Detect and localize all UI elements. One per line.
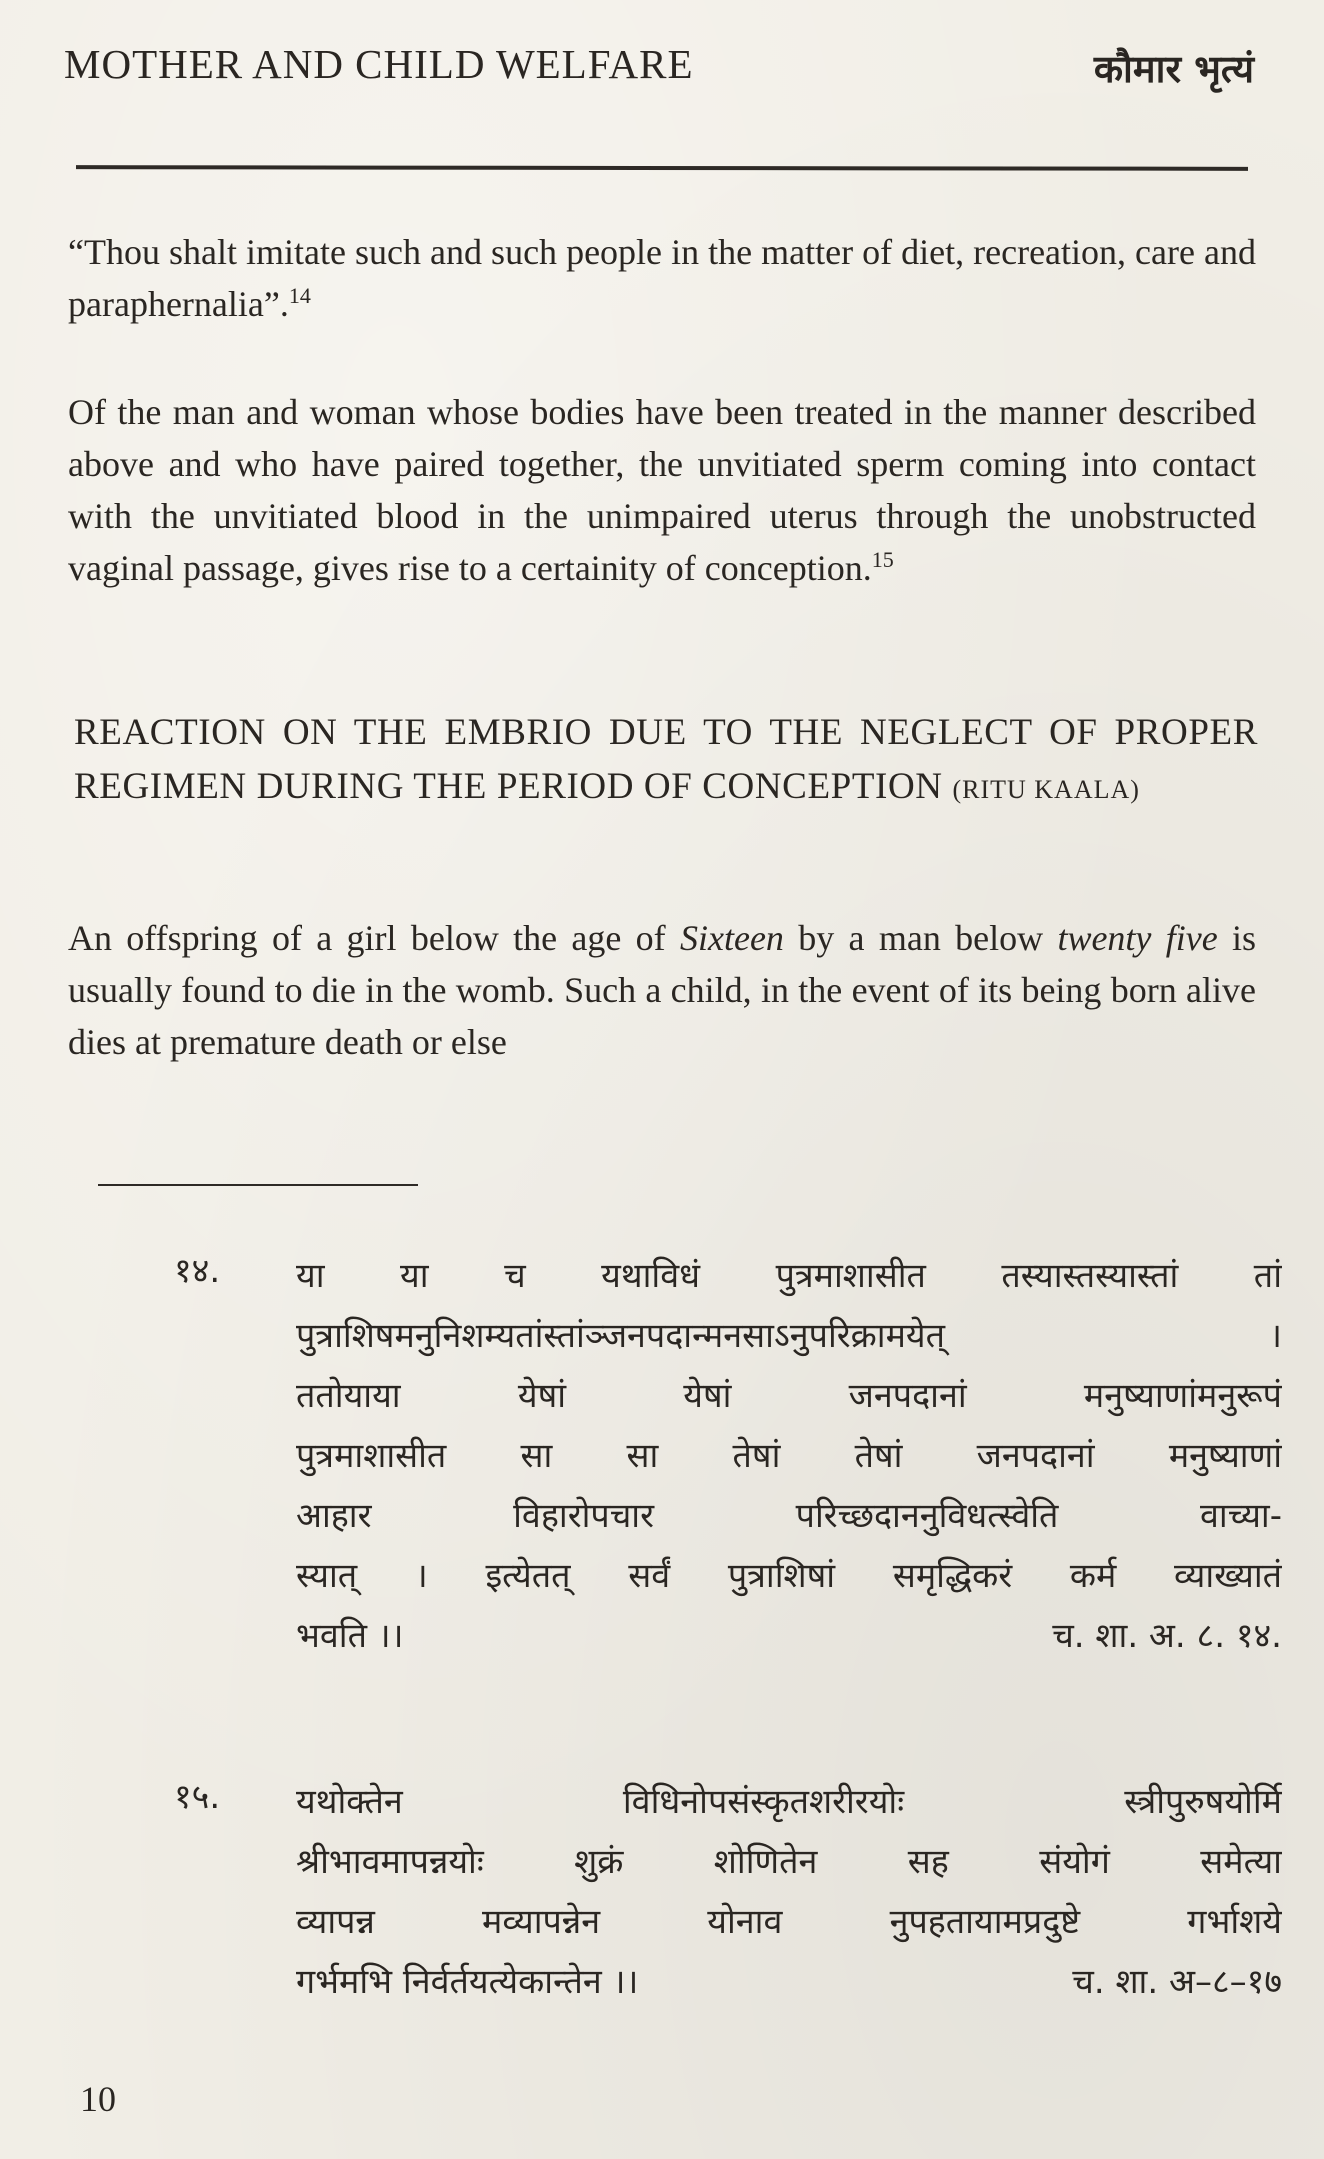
section-heading-main: REACTION ON THE EMBRIO DUE TO THE NEGLECT OF PROPER REGIMEN DURING THE PERIOD OF CONCEPTION	[74, 712, 1258, 807]
footnote-line: आहार विहारोपचार परिच्छदाननुविधत्स्वेति वाच्या-	[296, 1496, 1282, 1536]
section-heading	[74, 706, 1258, 817]
footnote-line: श्रीभावमापन्नयोः शुक्रं शोणितेन सह संयोगं समेत्या	[296, 1842, 1282, 1882]
footnote-number: १४.	[174, 1251, 221, 1291]
footnote-line: यथोक्तेन विधिनोपसंस्कृतशरीरयोः स्त्रीपुरुषयोर्मि	[296, 1782, 1282, 1822]
body-paragraph-conception	[68, 386, 1256, 594]
paragraph-text: Of the man and woman whose bodies have been treated in the manner described above and who have paired together, the unvitiated sperm coming into contact with the unvitiated blood in the unimpaired uterus through the unobstructed vaginal passage, gives rise to a certainity of conception.	[68, 392, 1256, 588]
footnote-sanskrit-text	[296, 1772, 1282, 2012]
quote-text: “Thou shalt imitate such and such people in the matter of diet, recreation, care and paraphernalia”.	[68, 232, 1256, 324]
section-heading-sub: (RITU KAALA)	[952, 775, 1140, 804]
footnote-line: पुत्रमाशासीत सा सा तेषां तेषां जनपदानां मनुष्याणां	[296, 1436, 1282, 1476]
paragraph-text-end: is usually found to die in the womb. Such a child, in the event of its being born alive dies at premature death or else	[68, 918, 1257, 1062]
footnote-line: पुत्राशिषमनुनिशम्यतांस्तांञ्जनपदान्मनसाऽनुपरिक्रामयेत् ।	[296, 1316, 1282, 1356]
page-number: 10	[80, 2079, 116, 2119]
footnote-line: भवति ।।	[296, 1616, 404, 1656]
footnote-line: गर्भमभि निर्वर्तयत्येकान्तेन ।।	[296, 1962, 639, 2002]
body-paragraph-offspring	[68, 912, 1256, 1068]
paragraph-text-start: An offspring of a girl below the age of	[68, 918, 680, 958]
footnote-line: या या च यथाविधं पुत्रमाशासीत तस्यास्तस्यास्तां तां	[296, 1256, 1282, 1296]
footnote-line: ततोयाया येषां येषां जनपदानां मनुष्याणांमनुरूपं	[296, 1376, 1282, 1416]
footnote-sanskrit-text	[296, 1246, 1282, 1666]
quote-paragraph	[68, 226, 1256, 330]
header-rule	[76, 165, 1248, 171]
footnote-line: स्यात् । इत्येतत् सर्वं पुत्राशिषां समृद्धिकरं कर्म व्याख्यातं	[296, 1556, 1282, 1596]
footnote-number: १५.	[174, 1777, 221, 1817]
running-head-devanagari: कौमार भृत्यं	[1093, 47, 1254, 91]
footnote-marker-15: 15	[871, 547, 894, 572]
footnote-reference: च. शा. अ–८–१७	[1072, 1962, 1282, 2002]
running-head	[64, 40, 1254, 100]
footnote-reference: च. शा. अ. ८. १४.	[1052, 1616, 1282, 1656]
running-head-title: MOTHER AND CHILD WELFARE	[64, 41, 694, 87]
footnote-rule	[98, 1184, 418, 1186]
age-girl-italic: Sixteen	[679, 918, 784, 958]
footnote-line: व्यापन्न मव्यापन्नेन योनाव नुपहतायामप्रदुष्टे गर्भाशये	[296, 1902, 1282, 1942]
age-man-italic: twenty five	[1057, 918, 1218, 958]
paragraph-text-middle: by a man below	[783, 918, 1058, 958]
footnote-marker-14: 14	[288, 283, 311, 308]
